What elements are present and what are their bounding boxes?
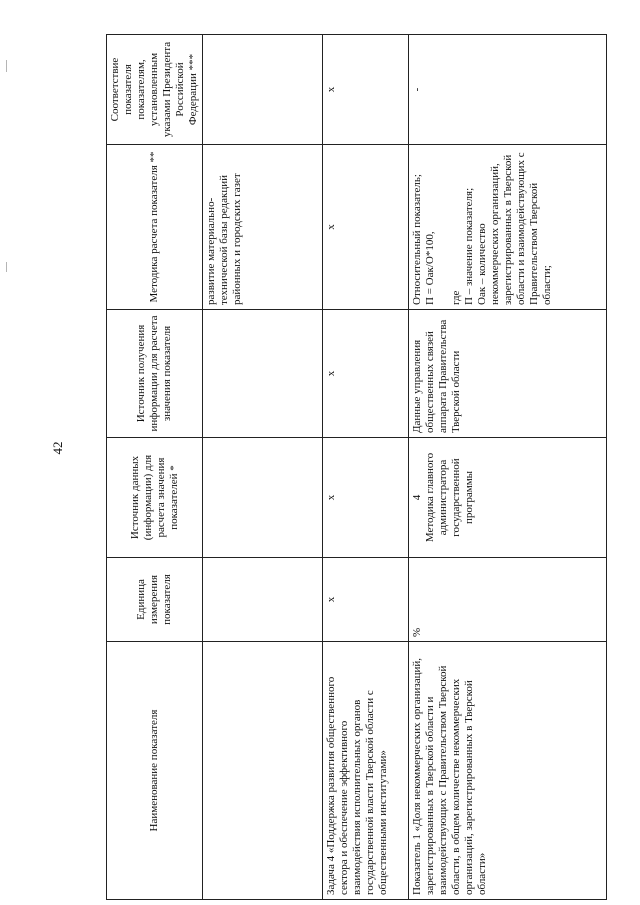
method-line: где: [450, 290, 462, 305]
cell-name: Показатель 1 «Доля некоммерческих организаций, зарегистрированных в Тверской области и взаимодействующих с Правительством Тверской области, в общем количестве некоммерческих организаций, зарегистрированных в Тверской области»: [409, 642, 607, 900]
table-row: [203, 35, 323, 900]
cell-info-source: х: [323, 310, 409, 438]
header-data-source: Источник данных (информации) для расчета значения показателей *: [107, 438, 203, 558]
cell-unit: [203, 558, 323, 642]
cell-compliance: -: [409, 35, 607, 145]
cell-method: [409, 145, 607, 310]
cell-info-source: [203, 310, 323, 438]
method-line: Относительный показатель;: [411, 174, 423, 305]
cell-compliance: х: [323, 35, 409, 145]
cell-name: [203, 642, 323, 900]
data-source-text: Методика главного администратора государственной программы: [424, 452, 475, 543]
cell-info-source: Данные управления общественных связей аппарата Правительства Тверской области: [409, 310, 607, 438]
method-line: Оак – количество некоммерческих организаций, зарегистрированных в Тверской области и взаимодействующих с Правительством Тверской области;: [476, 152, 553, 305]
table-row: [323, 35, 409, 900]
header-unit: Единица измерения показателя: [107, 558, 203, 642]
scan-edge-mark: [6, 262, 7, 272]
header-indicator-name: Наименование показателя: [107, 642, 203, 900]
data-source-number: 4: [411, 494, 423, 501]
rotated-page-content: [106, 35, 602, 900]
cell-data-source: х: [323, 438, 409, 558]
page-number: 42: [50, 441, 65, 455]
cell-unit: х: [323, 558, 409, 642]
cell-unit: %: [409, 558, 607, 642]
method-line: П – значение показателя;: [463, 187, 475, 305]
table-row: [409, 35, 607, 900]
header-method: Методика расчета показателя **: [107, 145, 203, 310]
cell-compliance: [203, 35, 323, 145]
header-info-source: Источник получения информации для расчета значения показателя: [107, 310, 203, 438]
header-row: [107, 35, 203, 900]
method-formula: П = Оак/О*100,: [424, 231, 436, 305]
cell-data-source: [409, 438, 607, 558]
cell-data-source: [203, 438, 323, 558]
scan-edge-mark: [6, 60, 7, 72]
cell-method: развитие материально-технической базы редакций районных и городских газет: [203, 145, 323, 310]
header-compliance: Соответствие показателя показателям, установленным указами Президента Российской Федерации ***: [107, 35, 203, 145]
cell-name: Задача 4 «Поддержка развития общественного сектора и обеспечение эффективного взаимодействия исполнительных органов государственной власти Тверской области с общественными институтами»: [323, 642, 409, 900]
cell-method: х: [323, 145, 409, 310]
indicators-table: [106, 34, 607, 900]
